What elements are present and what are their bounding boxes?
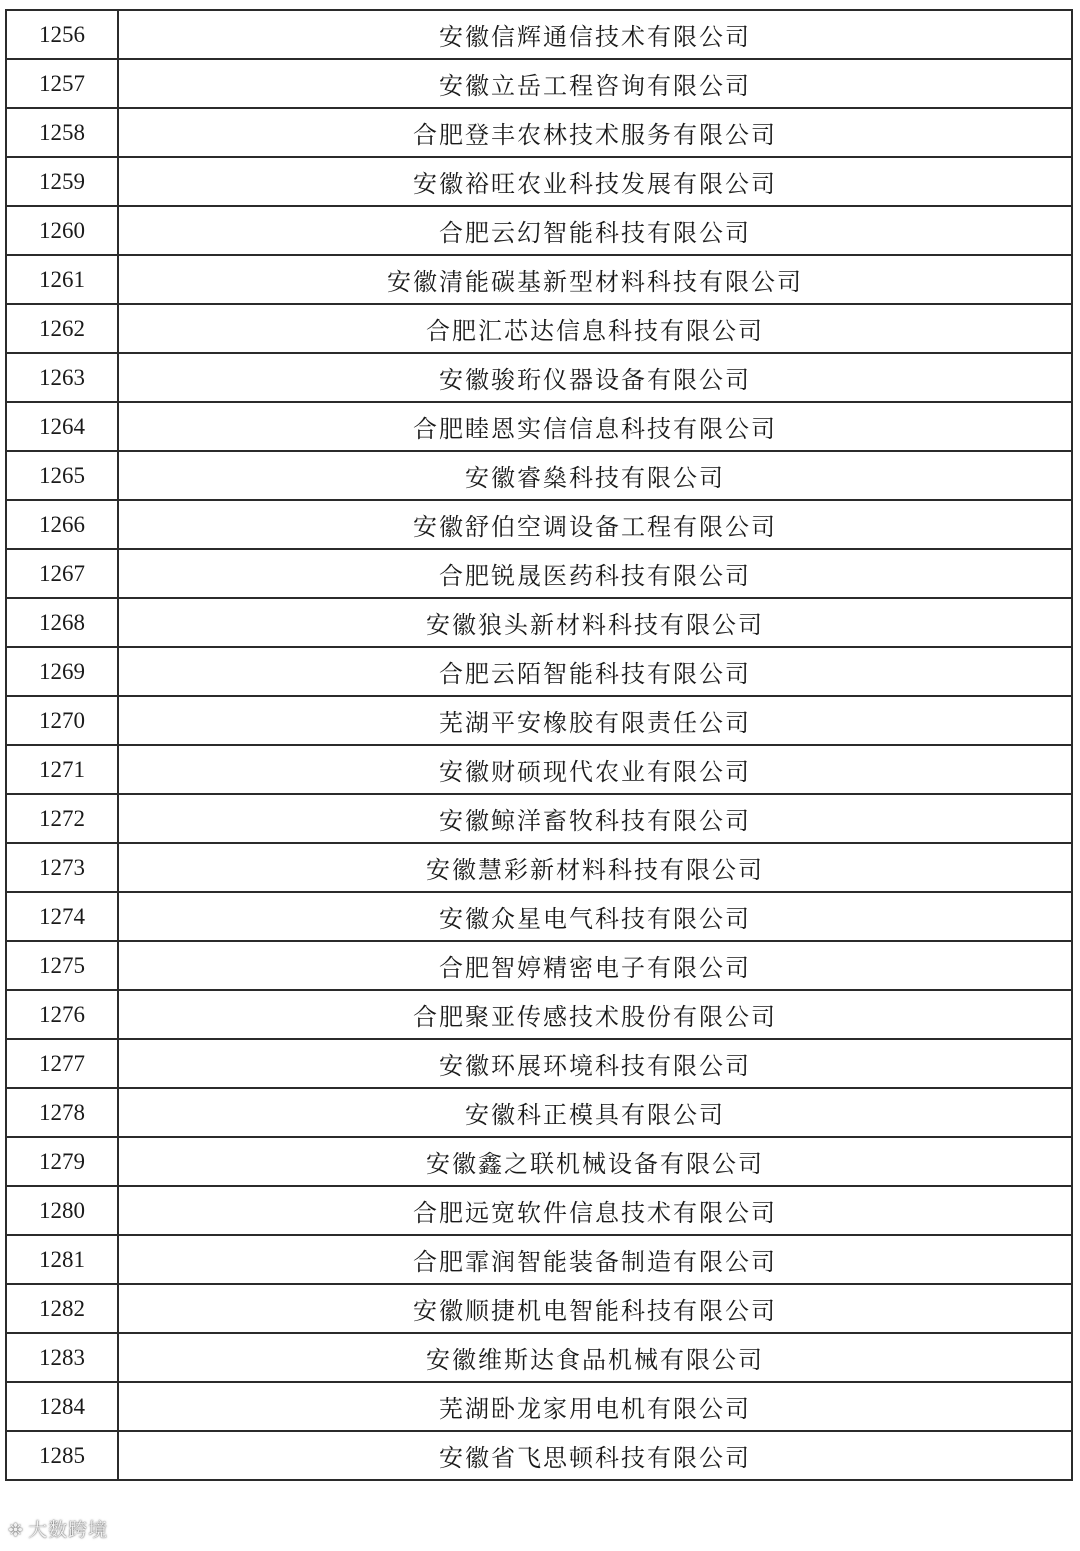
table-row [6, 1284, 1072, 1333]
company-name-cell: 安徽舒伯空调设备工程有限公司 [118, 500, 1072, 549]
table-row [6, 696, 1072, 745]
company-name-cell: 安徽维斯达食品机械有限公司 [118, 1333, 1072, 1382]
company-name-cell: 合肥云幻智能科技有限公司 [118, 206, 1072, 255]
table-row [6, 255, 1072, 304]
company-name-cell: 安徽顺捷机电智能科技有限公司 [118, 1284, 1072, 1333]
table-row [6, 1186, 1072, 1235]
company-name-cell: 安徽狼头新材料科技有限公司 [118, 598, 1072, 647]
table-body [6, 10, 1072, 1480]
table-row [6, 1137, 1072, 1186]
company-name-cell: 合肥聚亚传感技术股份有限公司 [118, 990, 1072, 1039]
row-number-cell: 1258 [6, 108, 118, 157]
table-row [6, 451, 1072, 500]
row-number-cell: 1271 [6, 745, 118, 794]
company-name-cell: 安徽慧彩新材料科技有限公司 [118, 843, 1072, 892]
company-name-cell: 安徽省飞思顿科技有限公司 [118, 1431, 1072, 1480]
table-row [6, 353, 1072, 402]
row-number-cell: 1278 [6, 1088, 118, 1137]
table-row [6, 1235, 1072, 1284]
company-name-cell: 安徽骏珩仪器设备有限公司 [118, 353, 1072, 402]
company-name-cell: 芜湖平安橡胶有限责任公司 [118, 696, 1072, 745]
table-row [6, 794, 1072, 843]
table-row [6, 206, 1072, 255]
company-name-cell: 安徽裕旺农业科技发展有限公司 [118, 157, 1072, 206]
company-name-cell: 芜湖卧龙家用电机有限公司 [118, 1382, 1072, 1431]
table-row [6, 990, 1072, 1039]
company-list-table [5, 9, 1073, 1481]
table-row [6, 59, 1072, 108]
row-number-cell: 1284 [6, 1382, 118, 1431]
table-row [6, 304, 1072, 353]
row-number-cell: 1261 [6, 255, 118, 304]
company-name-cell: 安徽财硕现代农业有限公司 [118, 745, 1072, 794]
table-row [6, 598, 1072, 647]
row-number-cell: 1262 [6, 304, 118, 353]
table-row [6, 1088, 1072, 1137]
row-number-cell: 1277 [6, 1039, 118, 1088]
row-number-cell: 1283 [6, 1333, 118, 1382]
table-row [6, 10, 1072, 59]
company-name-cell: 安徽立岳工程咨询有限公司 [118, 59, 1072, 108]
row-number-cell: 1285 [6, 1431, 118, 1480]
table-row [6, 500, 1072, 549]
company-name-cell: 合肥智婷精密电子有限公司 [118, 941, 1072, 990]
company-name-cell: 安徽鑫之联机械设备有限公司 [118, 1137, 1072, 1186]
row-number-cell: 1257 [6, 59, 118, 108]
company-name-cell: 安徽环展环境科技有限公司 [118, 1039, 1072, 1088]
company-name-cell: 合肥远宽软件信息技术有限公司 [118, 1186, 1072, 1235]
row-number-cell: 1273 [6, 843, 118, 892]
row-number-cell: 1266 [6, 500, 118, 549]
company-name-cell: 合肥云陌智能科技有限公司 [118, 647, 1072, 696]
table-row [6, 941, 1072, 990]
row-number-cell: 1256 [6, 10, 118, 59]
table-row [6, 157, 1072, 206]
row-number-cell: 1265 [6, 451, 118, 500]
row-number-cell: 1280 [6, 1186, 118, 1235]
row-number-cell: 1267 [6, 549, 118, 598]
table-row [6, 745, 1072, 794]
row-number-cell: 1275 [6, 941, 118, 990]
company-name-cell: 合肥锐晟医药科技有限公司 [118, 549, 1072, 598]
table-row [6, 402, 1072, 451]
table-row [6, 647, 1072, 696]
company-name-cell: 合肥登丰农林技术服务有限公司 [118, 108, 1072, 157]
row-number-cell: 1272 [6, 794, 118, 843]
row-number-cell: 1279 [6, 1137, 118, 1186]
row-number-cell: 1276 [6, 990, 118, 1039]
company-name-cell: 安徽科正模具有限公司 [118, 1088, 1072, 1137]
watermark-text: 大数跨境 [28, 1519, 109, 1541]
table-row [6, 549, 1072, 598]
watermark [8, 1515, 108, 1542]
company-name-cell: 合肥汇芯达信息科技有限公司 [118, 304, 1072, 353]
row-number-cell: 1260 [6, 206, 118, 255]
weibo-icon: ❉ [8, 1520, 25, 1541]
row-number-cell: 1281 [6, 1235, 118, 1284]
table-row [6, 892, 1072, 941]
row-number-cell: 1259 [6, 157, 118, 206]
row-number-cell: 1282 [6, 1284, 118, 1333]
company-name-cell: 安徽睿燊科技有限公司 [118, 451, 1072, 500]
row-number-cell: 1270 [6, 696, 118, 745]
table-row [6, 1431, 1072, 1480]
row-number-cell: 1269 [6, 647, 118, 696]
table-row [6, 108, 1072, 157]
company-name-cell: 安徽众星电气科技有限公司 [118, 892, 1072, 941]
company-name-cell: 安徽清能碳基新型材料科技有限公司 [118, 255, 1072, 304]
row-number-cell: 1274 [6, 892, 118, 941]
table-row [6, 843, 1072, 892]
row-number-cell: 1263 [6, 353, 118, 402]
company-name-cell: 安徽鲸洋畜牧科技有限公司 [118, 794, 1072, 843]
table-row [6, 1039, 1072, 1088]
table-row [6, 1382, 1072, 1431]
company-name-cell: 安徽信辉通信技术有限公司 [118, 10, 1072, 59]
row-number-cell: 1268 [6, 598, 118, 647]
row-number-cell: 1264 [6, 402, 118, 451]
company-name-cell: 合肥霏润智能装备制造有限公司 [118, 1235, 1072, 1284]
company-name-cell: 合肥睦恩实信信息科技有限公司 [118, 402, 1072, 451]
table-row [6, 1333, 1072, 1382]
